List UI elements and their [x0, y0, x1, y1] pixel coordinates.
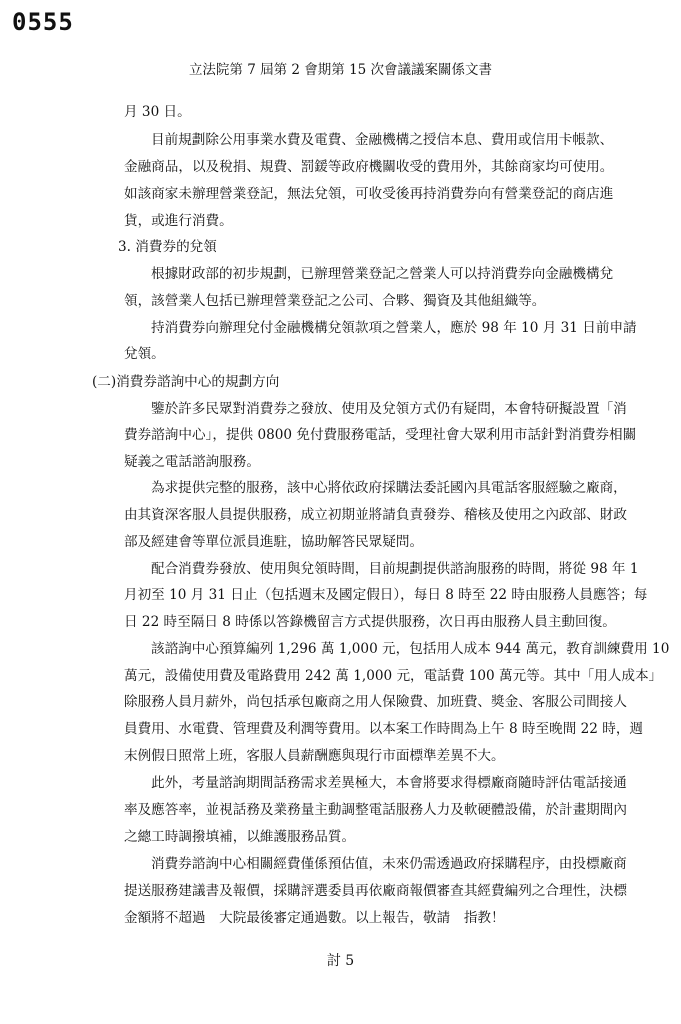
text-line: 由其資深客服人員提供服務，成立初期並將請負責發券、稽核及使用之內政部、財政: [124, 507, 627, 523]
section-heading: (二)消費券諮詢中心的規劃方向: [92, 374, 280, 390]
text-line: 如該商家未辦理營業登記，無法兌領，可收受後再持消費券向有營業登記的商店進: [124, 186, 614, 202]
text-line: 末例假日照常上班，客服人員薪酬應與現行市面標準差異不大。: [124, 748, 505, 764]
text-line: 消費券諮詢中心相關經費僅係預估值，未來仍需透過政府採購程序，由投標廠商: [151, 856, 627, 872]
section-heading: 3. 消費券的兌領: [118, 239, 217, 255]
text-line: 月初至 10 月 31 日止（包括週末及國定假日），每日 8 時至 22 時由服務人員應答；每: [124, 587, 648, 603]
text-line: 該諮詢中心預算編列 1,296 萬 1,000 元，包括用人成本 944 萬元，教育訓練費用 10: [151, 641, 670, 657]
text-line: 鑒於許多民眾對消費券之發放、使用及兌領方式仍有疑問，本會特研擬設置「消: [151, 401, 627, 417]
text-line: 之總工時調撥填補，以維護服務品質。: [124, 829, 356, 845]
text-line: 配合消費券發放、使用與兌領時間，目前規劃提供諮詢服務的時間，將從 98 年 1: [151, 561, 639, 577]
document-header: 立法院第 7 屆第 2 會期第 15 次會議議案關係文書: [188, 62, 493, 78]
text-line: 為求提供完整的服務，該中心將依政府採購法委託國內具電話客服經驗之廠商，: [151, 480, 627, 496]
text-line: 疑義之電話諮詢服務。: [124, 454, 260, 470]
page-footer: 討 5: [326, 953, 355, 969]
text-line: 目前規劃除公用事業水費及電費、金融機構之授信本息、費用或信用卡帳款、: [151, 132, 614, 148]
text-line: 此外，考量諮詢期間話務需求差異極大，本會將要求得標廠商隨時評估電話接通: [151, 775, 627, 791]
text-line: 領，該營業人包括已辦理營業登記之公司、合夥、獨資及其他組織等。: [124, 293, 546, 309]
text-line: 日 22 時至隔日 8 時係以答錄機留言方式提供服務，次日再由服務人員主動回復。: [124, 614, 616, 630]
text-line: 金額將不超過 大院最後審定通過數。以上報告，敬請 指教！: [124, 910, 505, 926]
text-line: 員費用、水電費、管理費及利潤等費用。以本案工作時間為上午 8 時至晚間 22 時，週: [124, 721, 644, 737]
text-line: 部及經建會等單位派員進駐，協助解答民眾疑問。: [124, 534, 424, 550]
text-line: 費券諮詢中心」，提供 0800 免付費服務電話，受理社會大眾利用市話針對消費券相關: [124, 427, 637, 443]
text-line: 貨，或進行消費。: [124, 213, 233, 229]
text-line: 萬元，設備使用費及電路費用 242 萬 1,000 元，電話費 100 萬元等。其中「用人成本」: [124, 668, 663, 684]
text-line: 月 30 日。: [124, 104, 191, 120]
text-line: 率及應答率，並視話務及業務量主動調整電話服務人力及軟硬體設備，於計畫期間內: [124, 802, 627, 818]
text-line: 兌領。: [124, 346, 165, 362]
text-line: 持消費券向辦理兌付金融機構兌領款項之營業人，應於 98 年 10 月 31 日前申請: [151, 320, 637, 336]
text-line: 提送服務建議書及報價，採購評選委員再依廠商報價審查其經費編列之合理性，決標: [124, 883, 627, 899]
text-line: 除服務人員月薪外，尚包括承包廠商之用人保險費、加班費、獎金、客服公司間接人: [124, 694, 627, 710]
text-line: 金融商品，以及稅捐、規費、罰鍰等政府機關收受的費用外，其餘商家均可使用。: [124, 159, 614, 175]
page-number: 0555: [12, 8, 74, 36]
text-line: 根據財政部的初步規劃，已辦理營業登記之營業人可以持消費券向金融機構兌: [151, 266, 614, 282]
